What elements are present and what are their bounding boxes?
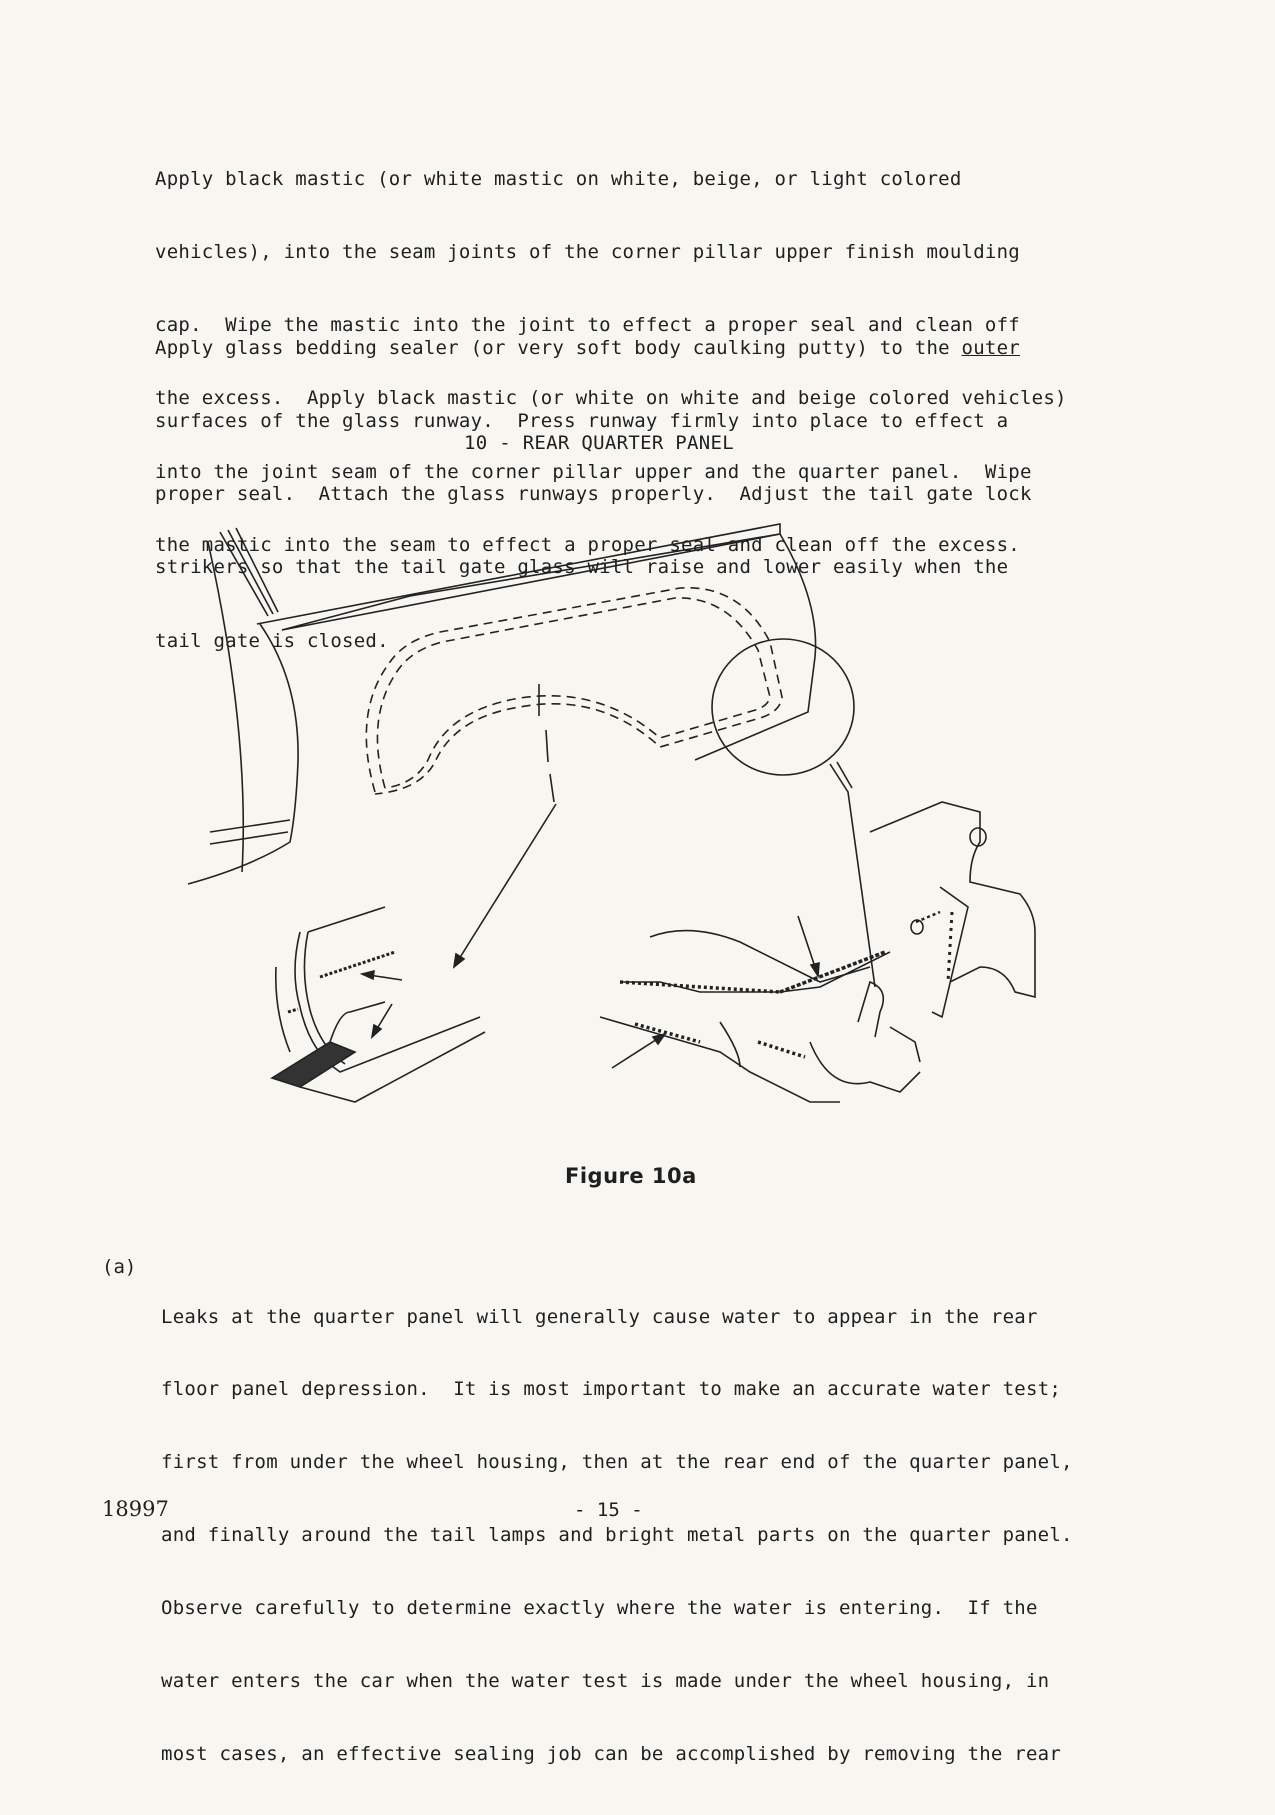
text-line: strikers so that the tail gate glass will raise and lower easily when the <box>155 556 1009 579</box>
text-line: Observe carefully to determine exactly where the water is entering. If the <box>161 1597 1038 1620</box>
section-cut-indicator <box>539 684 554 802</box>
text-segment: Apply glass bedding sealer (or very soft body caulking putty) to the <box>155 336 962 359</box>
text-line: into the joint seam of the corner pillar upper and the quarter panel. Wipe <box>155 460 1032 483</box>
text-line: surfaces of the glass runway. Press runway firmly into place to effect a <box>155 410 1009 433</box>
document-number: 18997 <box>102 1497 169 1521</box>
quarter-panel-illustration <box>180 512 1100 1112</box>
text-line: most cases, an effective sealing job can be accomplished by removing the rear <box>161 1742 1062 1765</box>
text-line: the excess. Apply black mastic (or white on white and beige colored vehicles) <box>155 387 1067 410</box>
underlined-word: outer <box>961 336 1020 359</box>
detail-magnifier-circle <box>712 639 854 775</box>
section-heading: 10 - REAR QUARTER PANEL <box>464 432 734 454</box>
quarter-panel-outline <box>188 524 816 884</box>
text-line: cap. Wipe the mastic into the joint to effect a proper seal and clean off <box>155 314 1020 337</box>
text-line <box>155 336 1032 360</box>
text-line: Leaks at the quarter panel will generally cause water to appear in the rear <box>161 1305 1038 1328</box>
text-line: and finally around the tail lamps and bright metal parts on the quarter panel. <box>161 1524 1073 1547</box>
text-line: proper seal. Attach the glass runways properly. Adjust the tail gate lock <box>155 483 1032 506</box>
lower-section-detail <box>272 907 485 1102</box>
text-line: first from under the wheel housing, then at the rear end of the quarter panel, <box>161 1451 1073 1474</box>
text-line: vehicles), into the seam joints of the corner pillar upper finish moulding <box>155 241 1020 264</box>
text-line: water enters the car when the water test is made under the wheel housing, in <box>161 1670 1050 1693</box>
text-line: tail gate is closed. <box>155 629 389 652</box>
text-line: Apply black mastic (or white mastic on white, beige, or light colored <box>155 167 962 190</box>
page-number: - 15 - <box>574 1499 643 1521</box>
list-item-marker: (a) <box>102 1256 137 1278</box>
text-line: floor panel depression. It is most important to make an accurate water test; <box>161 1378 1062 1401</box>
text-line: the mastic into the seam to effect a proper seal and clean off the excess. <box>155 533 1020 556</box>
list-item-quarter-panel-leaks <box>161 1256 1073 1815</box>
wheel-housing-dashed-outline <box>366 588 782 794</box>
seam-bracket-detail <box>600 762 1035 1102</box>
pointer-arrows <box>362 804 819 1068</box>
figure-caption: Figure 10a <box>565 1164 697 1188</box>
